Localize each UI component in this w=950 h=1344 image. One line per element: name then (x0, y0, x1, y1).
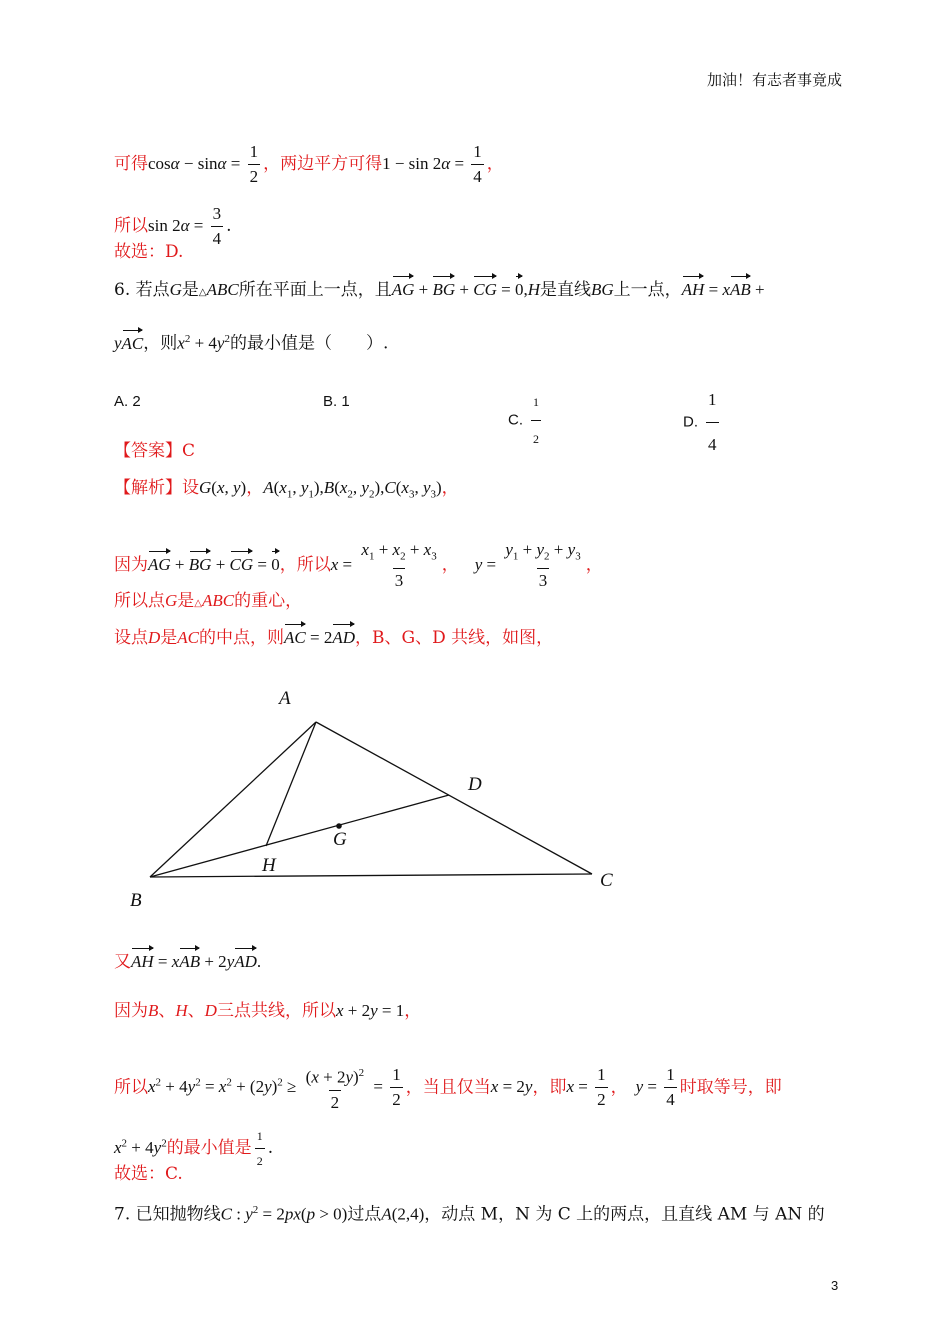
header-motto: 加油！有志者事竟成 (707, 71, 843, 89)
label-a: A (279, 688, 291, 709)
answer-label: 【答案】C (114, 441, 196, 461)
label-h: H (262, 855, 276, 876)
page-number: 3 (831, 1278, 839, 1293)
prev-conclusion: 故选：D. (114, 242, 184, 262)
analysis-line-5: 又AH = xAB + 2yAD. (114, 952, 262, 972)
segment-bc (150, 874, 592, 877)
label-b: B (130, 890, 142, 911)
option-b[interactable]: B. 1 (323, 393, 350, 410)
q6-stem-line-2: yAC，则$x^2 + 4y^2$的最小值是（ ）. (114, 333, 389, 354)
triangle-figure (120, 680, 640, 920)
q7-stem-line-1: 7. 已知抛物线C : $y^2 = 2px(p > 0)$过点A(2,4)，动点 M，N 为 C 上的两点，且直线 AM 与 AN 的 (114, 1204, 825, 1225)
segment-ac (316, 722, 592, 874)
analysis-line-1: 【解析】设G(x, y)，$A(x_1$, $y_1),B(x_2$, $y_2),C(x_3$, $y_3$)， (114, 478, 459, 501)
analysis-line-6: 因为B、H、D三点共线，所以x + 2y = 1， (114, 1001, 422, 1021)
analysis-line-2: 因为AG + BG + CG = 0，所以x = $\frac{x_1 + x_2 + x_3}{3}$ ， y = $\frac{y_1 + y_2 + y_3}{3}$ ， (114, 538, 603, 593)
analysis-line-7: 所以$x^2 + 4y^2 = x^2 + (2y)^2$ ≥ $\frac{(x + 2y)^2}{2}$ = $\frac{1}{2}$ ，当且仅当x = 2y，即x = $\frac{1}{2}$ ， y = $\frac{1}{4}$ 时取等号，即 (114, 1061, 782, 1115)
segment-ah (266, 722, 316, 846)
analysis-line-8: $x^2 + 4y^2$的最小值是 $\frac{1}{2}$ . (114, 1124, 273, 1173)
option-c[interactable]: C. $\frac{1}{2}$ (508, 384, 544, 457)
analysis-line-3: 所以点G是△ABC的重心， (114, 591, 303, 611)
prev-line-2: 所以sin 2α = $\frac{3}{4}$ . (114, 202, 232, 251)
q6-stem-line-1: 6. 若点G是△ABC所在平面上一点，且AG + BG + CG = 0,H是直线BG上一点，AH = xAB + (114, 280, 765, 300)
analysis-line-4: 设点D是AC的中点，则AC = 2AD，B、G、D 共线，如图， (114, 628, 554, 648)
prev-line-1: 可得cosα − sinα = $\frac{1}{2}$ ，两边平方可得1 − sin 2α = $\frac{1}{4}$ ， (114, 140, 504, 189)
point-g (336, 823, 342, 829)
label-c: C (600, 870, 613, 891)
label-d: D (468, 774, 482, 795)
label-g: G (333, 829, 347, 850)
option-a[interactable]: A. 2 (114, 393, 141, 410)
option-d[interactable]: D. $\frac{1}{4}$ (683, 378, 722, 467)
analysis-conclusion: 故选：C. (114, 1164, 183, 1184)
